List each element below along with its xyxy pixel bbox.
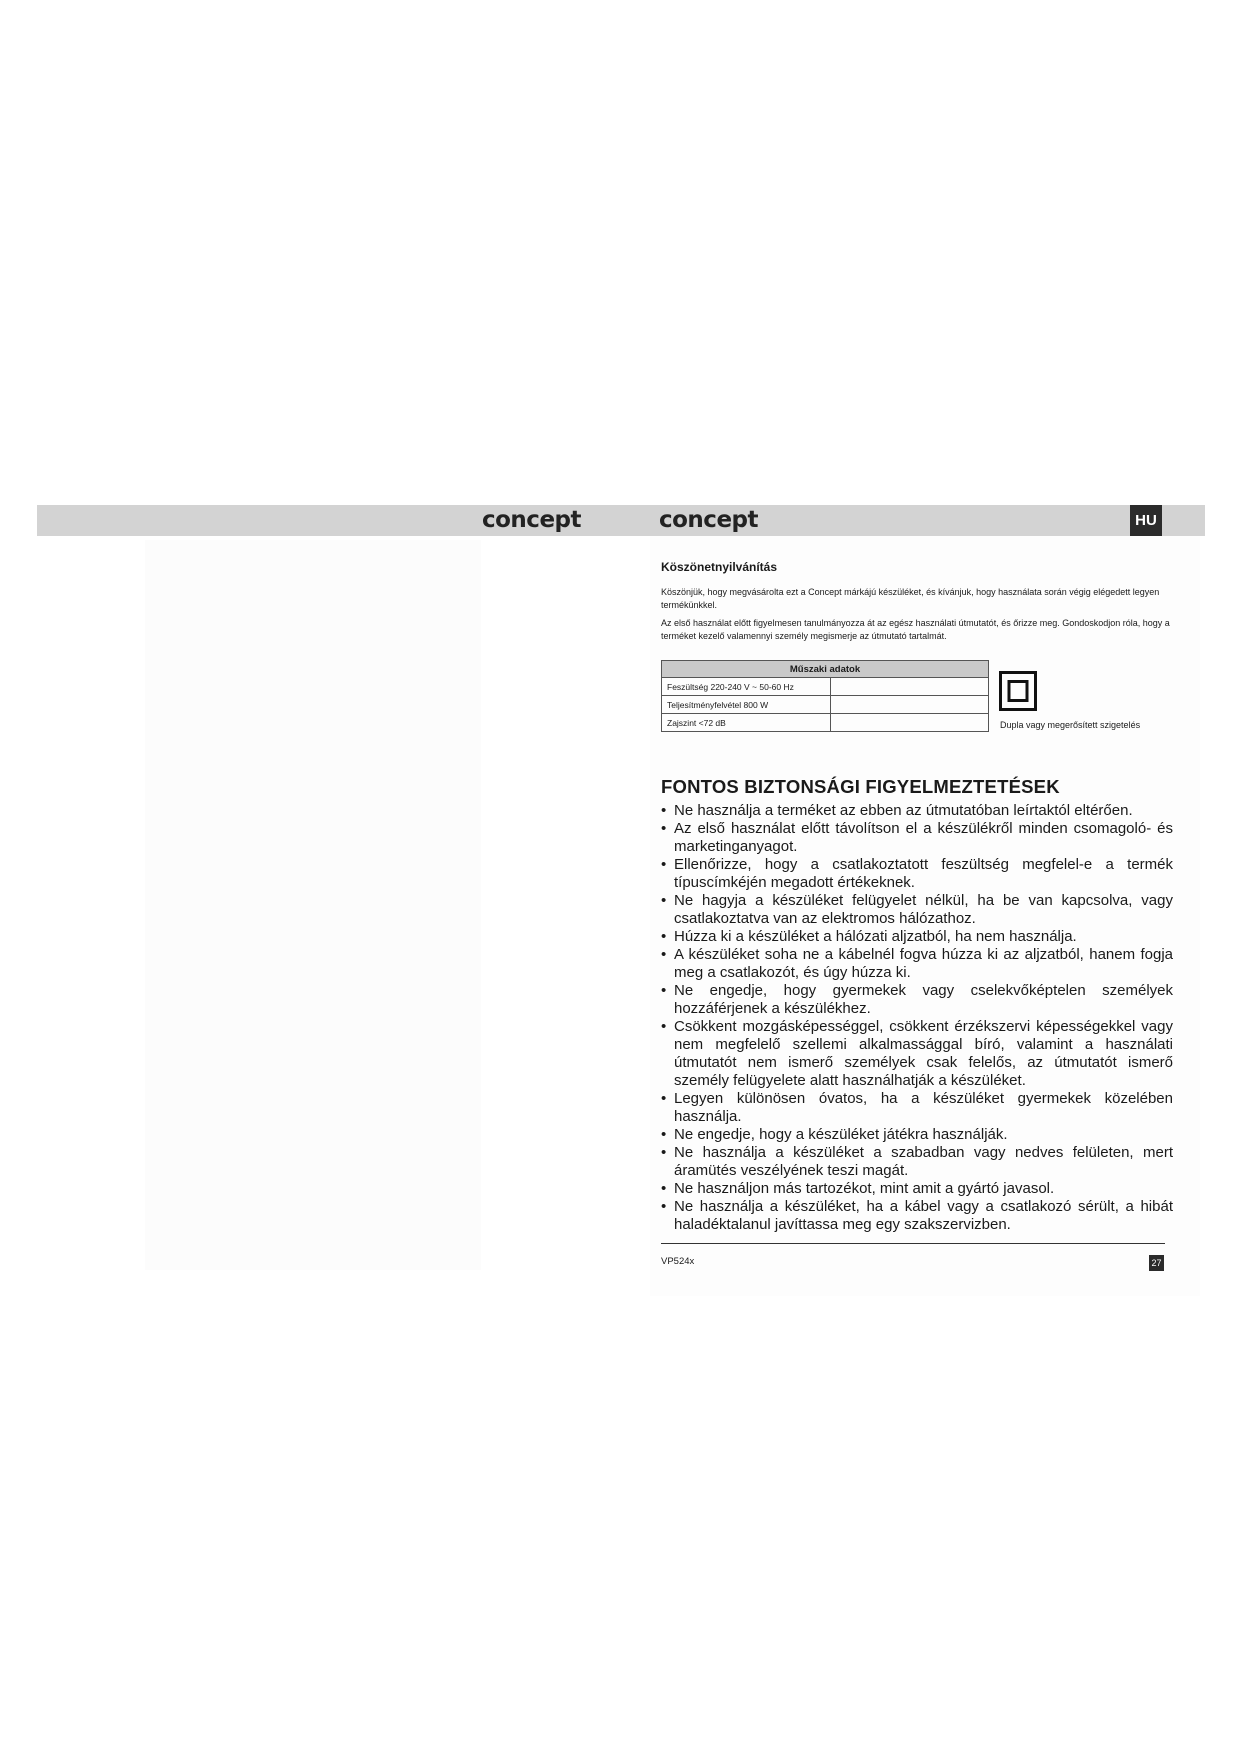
intro-title: Köszönetnyilvánítás [661, 560, 778, 574]
double-insulation-icon [999, 671, 1037, 711]
intro-paragraph: Az első használat előtt figyelmesen tanulmányozza át az egész használati útmutatót, és őrizze meg. Gondoskodjon róla, hogy a terméket kezelő valamennyi személy megismerje az útmutató tartalmát. [661, 618, 1170, 641]
spec-table-wrapper [661, 660, 989, 732]
spec-table-heading: Műszaki adatok [662, 661, 989, 678]
list-item: • Ne engedje, hogy gyermekek vagy cselekvőképtelen személyek hozzáférjenek a készülékhez. [661, 982, 1173, 1018]
spec-label: Teljesítményfelvétel 800 W [662, 696, 831, 714]
list-item: • Ne használja a készüléket a szabadban vagy nedves felületen, mert áramütés veszélyének teszi magát. [661, 1144, 1173, 1180]
intro-paragraph: Köszönjük, hogy megvásárolta ezt a Concept márkájú készüléket, és kívánjuk, hogy használata során végig elégedett legyen termékünkkel. [661, 587, 1160, 610]
list-item: • A készüléket soha ne a kábelnél fogva húzza ki az aljzatból, hanem fogja meg a csatlakozót, és úgy húzza ki. [661, 946, 1173, 982]
spec-table [661, 660, 989, 732]
list-item: • Ne használjon más tartozékot, mint amit a gyártó javasol. [661, 1180, 1173, 1198]
list-item: • Ellenőrizze, hogy a csatlakoztatott feszültség megfelel-e a termék típuscímkéjén megadott értékeknek. [661, 856, 1173, 892]
header-bar [37, 505, 1205, 536]
spec-table-header-row [662, 661, 989, 678]
spec-label: Zajszint <72 dB [662, 714, 831, 732]
intro-section [661, 560, 1171, 648]
spec-row [662, 696, 989, 714]
spec-label: Feszültség 220-240 V ~ 50-60 Hz [662, 678, 831, 696]
page-number: 27 [1149, 1255, 1164, 1271]
list-item: • Húzza ki a készüléket a hálózati aljzatból, ha nem használja. [661, 928, 1173, 946]
language-badge: HU [1130, 505, 1162, 536]
safety-title: FONTOS BIZTONSÁGI FIGYELMEZTETÉSEK [661, 776, 1060, 797]
footer-divider [661, 1243, 1165, 1244]
list-item: • Ne engedje, hogy a készüléket játékra használják. [661, 1126, 1173, 1144]
safety-list [661, 802, 1173, 1234]
list-item: • Ne használja a készüléket, ha a kábel vagy a csatlakozó sérült, a hibát haladéktalanul javíttassa meg egy szakszervizben. [661, 1198, 1173, 1234]
left-page-blank [145, 540, 481, 1270]
list-item: • Ne használja a terméket az ebben az útmutatóban leírtaktól eltérően. [661, 802, 1173, 820]
brand-logo-left: concept [482, 507, 582, 533]
spec-value [831, 678, 989, 696]
list-item: • Legyen különösen óvatos, ha a készüléket gyermekek közelében használja. [661, 1090, 1173, 1126]
spec-value [831, 696, 989, 714]
spec-row [662, 714, 989, 732]
list-item: • Csökkent mozgásképességgel, csökkent érzékszervi képességekkel vagy nem megfelelő szellemi alkalmassággal bíró, valamint a használati útmutatót nem ismerő személyek csak felelős, az útmutatót ismerő személy felügyelete alatt használhatják a készüléket. [661, 1018, 1173, 1090]
list-item: • Ne hagyja a készüléket felügyelet nélkül, ha be van kapcsolva, vagy csatlakoztatva van az elektromos hálózathoz. [661, 892, 1173, 928]
list-item: • Az első használat előtt távolítson el a készülékről minden csomagoló- és marketinganyagot. [661, 820, 1173, 856]
model-number: VP524x [661, 1256, 695, 1267]
brand-logo-right: concept [659, 507, 759, 533]
spec-value [831, 714, 989, 732]
spec-row [662, 678, 989, 696]
insulation-label: Dupla vagy megerősített szigetelés [1000, 720, 1141, 730]
